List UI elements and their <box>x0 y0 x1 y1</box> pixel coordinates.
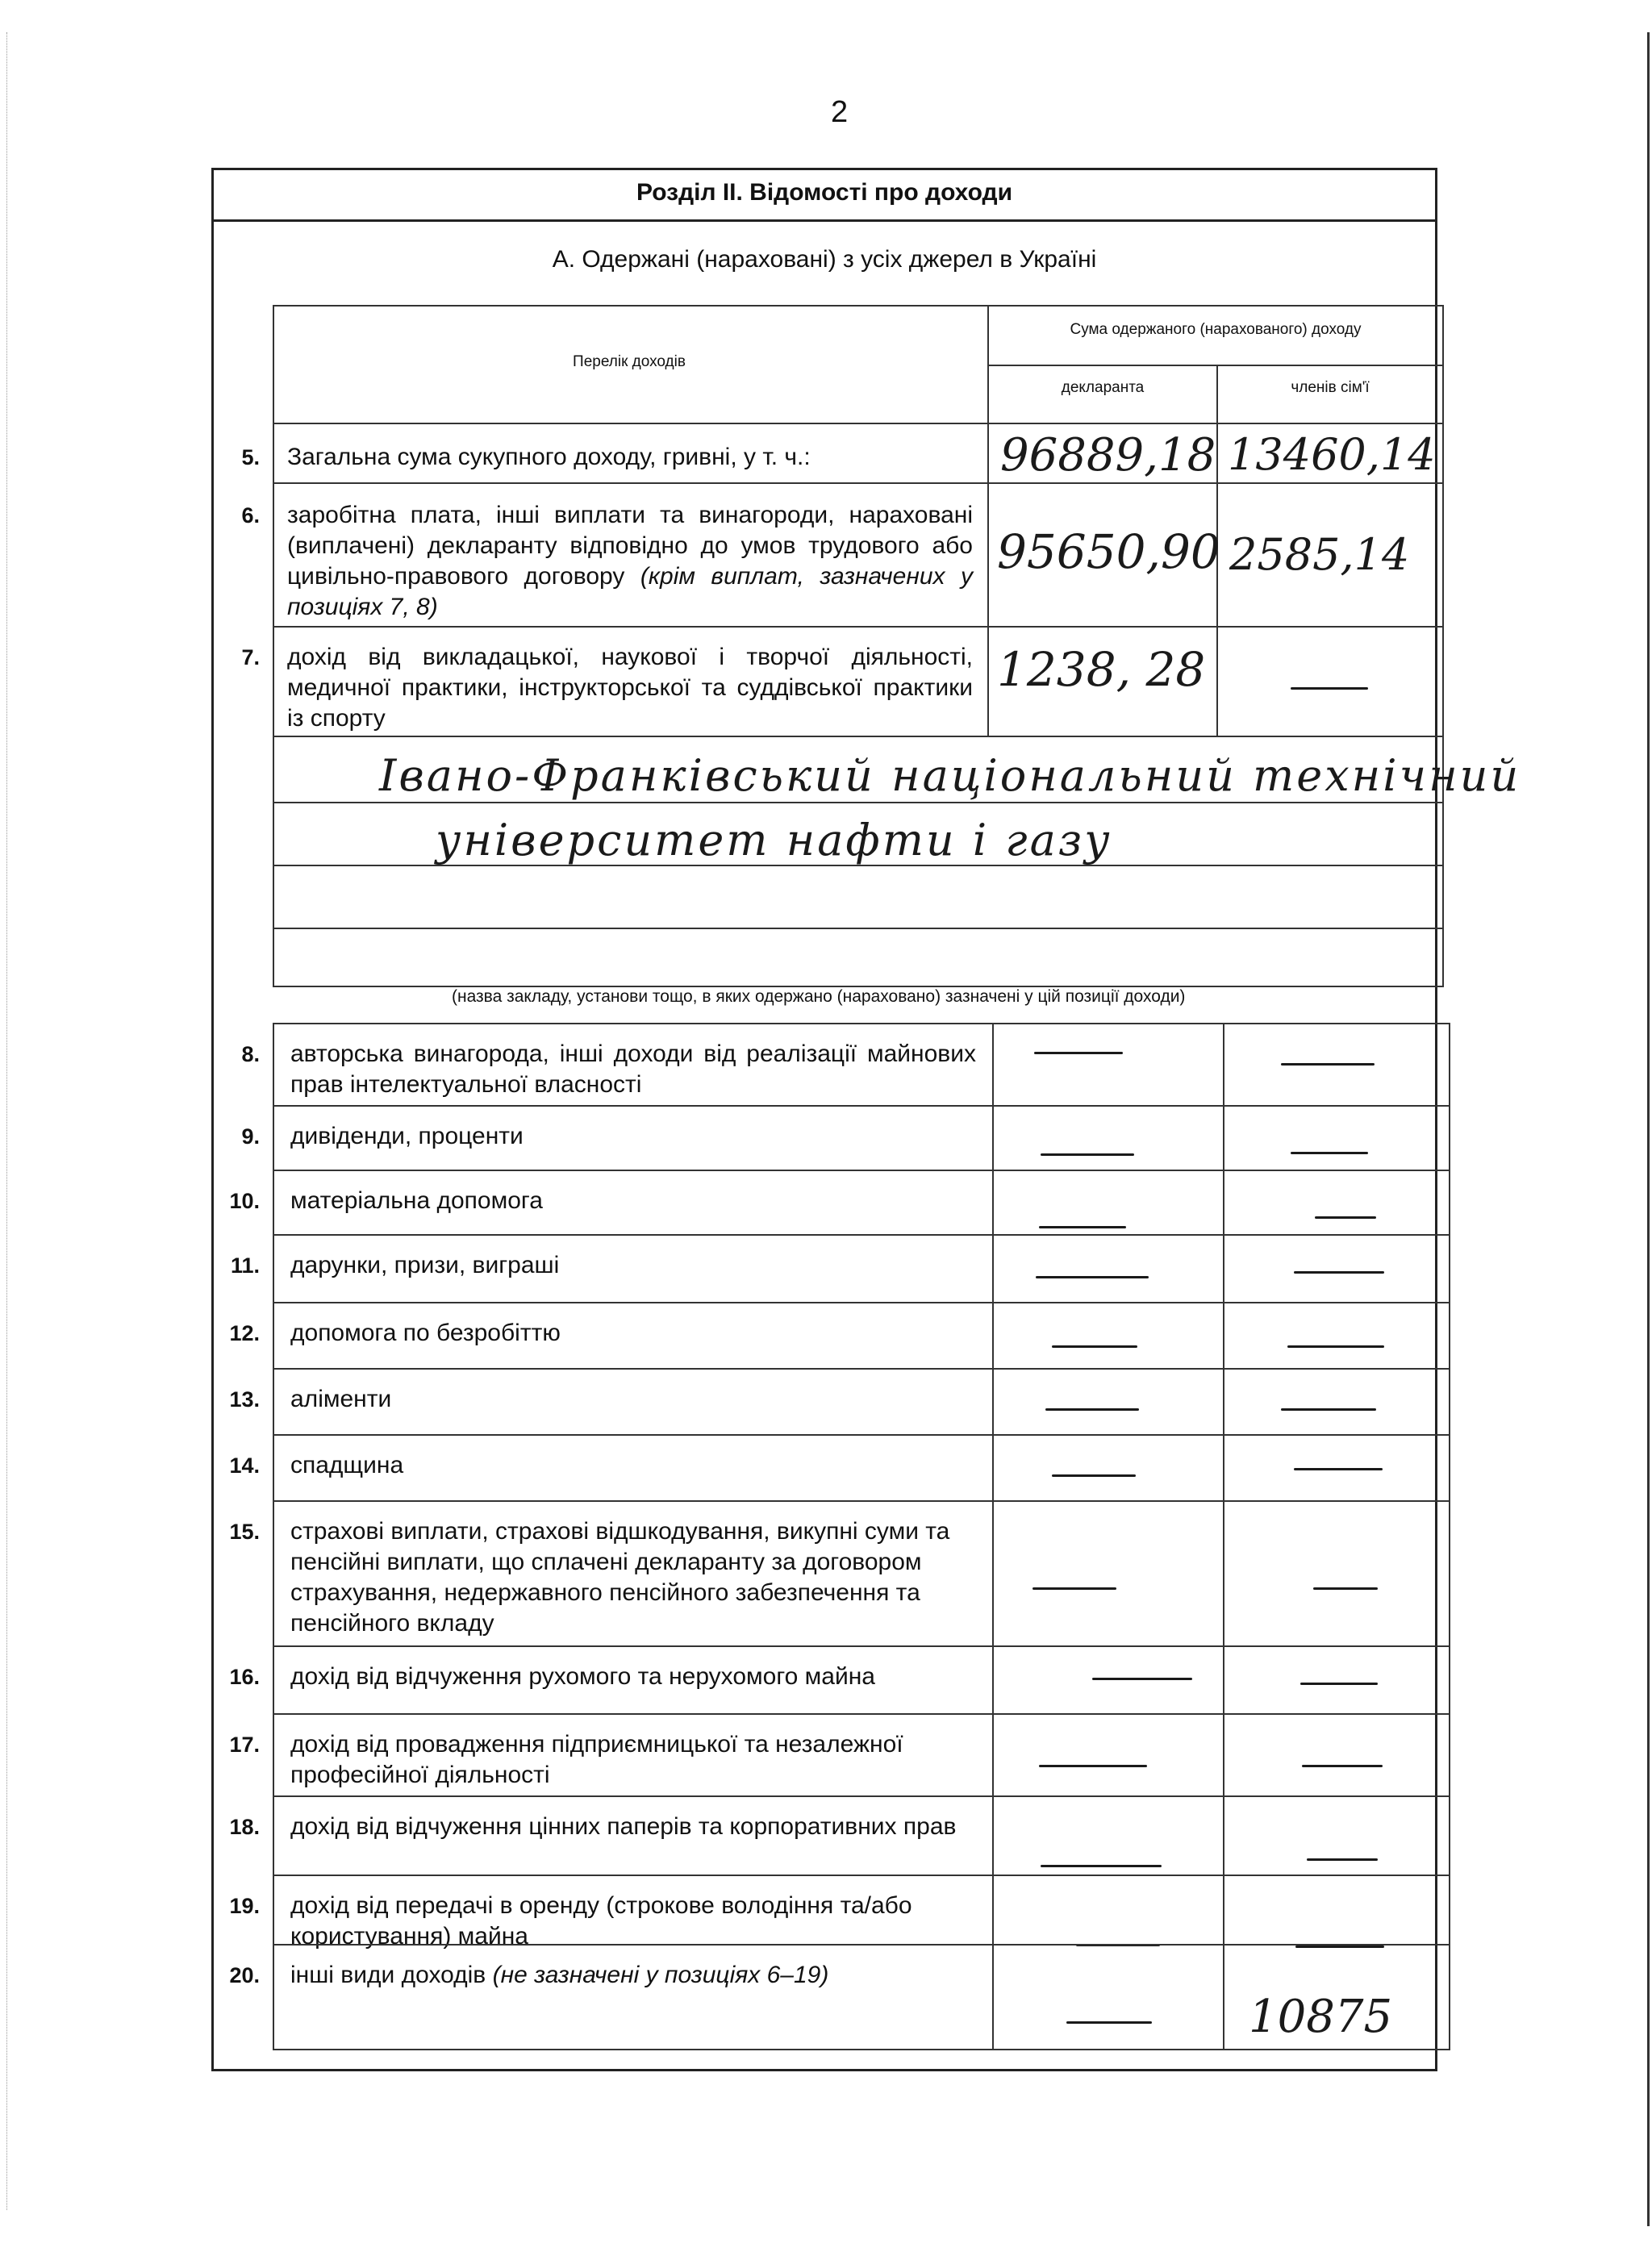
row-number: 16. <box>229 1665 260 1689</box>
empty-dash <box>1034 1052 1123 1054</box>
empty-dash <box>1300 1683 1378 1685</box>
row-number: 17. <box>229 1733 260 1757</box>
row-rule <box>273 1302 1450 1303</box>
row-label: спадщина <box>290 1452 404 1478</box>
empty-dash <box>1092 1678 1192 1680</box>
row-label: дарунки, призи, виграші <box>290 1252 560 1278</box>
handwritten-family-salary: 2585,14 <box>1229 529 1410 580</box>
row-number: 15. <box>229 1520 260 1544</box>
row-label: інші види доходів (не зазначені у позиціях 6–19) <box>290 1962 829 1988</box>
handwritten-family-total: 13460,14 <box>1228 429 1436 480</box>
empty-dash <box>1302 1765 1383 1767</box>
institution-rule <box>273 928 1444 929</box>
row-label: авторська винагорода, інші доходи від реалізації майнових прав інтелектуальної власності <box>290 1041 976 1098</box>
row-rule <box>273 1875 1450 1876</box>
row-rule <box>273 1944 1450 1945</box>
empty-dash <box>1315 1216 1376 1219</box>
row-label: аліменти <box>290 1386 392 1412</box>
empty-dash <box>1041 1865 1162 1867</box>
empty-dash <box>1066 2021 1152 2024</box>
row-label: дохід від передачі в оренду (строкове володіння та/або користування) майна <box>290 1892 912 1950</box>
subsection-title: А. Одержані (нараховані) з усіх джерел в Україні <box>552 246 1097 273</box>
page-number: 2 <box>831 95 849 129</box>
empty-dash <box>1307 1858 1378 1861</box>
row-rule <box>273 1795 1450 1797</box>
empty-dash <box>1281 1063 1375 1066</box>
column-header-declarant: декларанта <box>1061 379 1145 396</box>
row-number: 14. <box>229 1453 260 1478</box>
row-number: 20. <box>229 1963 260 1987</box>
handwritten-declarant-salary: 95650,90 <box>997 524 1220 579</box>
lower-col-divider-1 <box>992 1023 994 2050</box>
handwritten-family-other-income: 10875 <box>1249 1991 1393 2043</box>
handwritten-institution-line-2: університет нафти і газу <box>436 815 1112 865</box>
scan-edge-right <box>1647 32 1650 2226</box>
row-number: 12. <box>229 1321 260 1345</box>
column-header-income-list: Перелік доходів <box>573 353 686 370</box>
row-label: дохід від викладацької, наукової і творчої діяльності, медичної практики, інструкторської та суддівської практики із спорту <box>287 644 973 732</box>
row-number: 5. <box>241 445 260 469</box>
handwritten-institution-line-1: Івано-Франківський національний технічний <box>379 750 1521 801</box>
empty-dash <box>1041 1153 1134 1156</box>
column-header-income-sum: Сума одержаного (нарахованого) доходу <box>1070 321 1362 338</box>
empty-dash <box>1291 1152 1368 1154</box>
row-label: Загальна сума сукупного доходу, гривні, у т. ч.: <box>287 444 811 470</box>
row-rule <box>273 1434 1450 1436</box>
institution-rule <box>273 802 1444 803</box>
row-rule <box>273 1713 1450 1715</box>
empty-dash <box>1032 1587 1116 1590</box>
row-rule <box>273 1500 1450 1502</box>
row-label: заробітна плата, інші виплати та винагороди, нараховані (виплачені) декларанту відповідно до умов трудового або цивільно-правового договору (крім виплат, зазначених у позиціях 7, 8) <box>287 502 974 620</box>
empty-dash <box>1052 1474 1136 1477</box>
empty-dash <box>1295 1945 1384 1948</box>
handwritten-declarant-total: 96889,18 <box>1000 429 1216 482</box>
empty-dash <box>1045 1408 1139 1411</box>
row-rule <box>273 626 1444 628</box>
row-number: 9. <box>241 1124 260 1149</box>
column-header-family: членів сім'ї <box>1291 379 1370 396</box>
row-label: дохід від провадження підприємницької та незалежної професійної діяльності <box>290 1731 903 1788</box>
scan-edge-left <box>6 32 7 2210</box>
row-number: 6. <box>241 503 260 528</box>
empty-dash <box>1039 1765 1147 1767</box>
section-title-rule <box>211 219 1437 222</box>
row-number: 11. <box>230 1253 260 1278</box>
empty-dash <box>1039 1226 1126 1228</box>
row-label: страхові виплати, страхові відшкодування, викупні суми та пенсійні виплати, що сплачені декларанту за договором страхування, недержавного пенсійного забезпечення та пенсійного вкладу <box>290 1518 950 1637</box>
section-title: Розділ II. Відомості про доходи <box>636 179 1013 206</box>
upper-col-divider-1 <box>987 424 989 737</box>
row-number: 18. <box>229 1815 260 1839</box>
row-number: 8. <box>241 1042 260 1066</box>
row-number: 10. <box>229 1189 260 1213</box>
row-label: допомога по безробіттю <box>290 1320 561 1346</box>
row-rule <box>273 1368 1450 1370</box>
row-label: дохід від відчуження рухомого та нерухомого майна <box>290 1663 875 1690</box>
empty-dash <box>1036 1276 1149 1278</box>
empty-dash <box>1052 1345 1137 1348</box>
row-label: дивіденди, проценти <box>290 1123 524 1149</box>
row-rule <box>273 482 1444 484</box>
row-number: 13. <box>229 1387 260 1412</box>
row-label: дохід від відчуження цінних паперів та корпоративних прав <box>290 1813 957 1840</box>
row-number: 7. <box>241 645 260 669</box>
row-number: 19. <box>229 1894 260 1918</box>
handwritten-declarant-teaching: 1238, 28 <box>997 642 1206 697</box>
row-label: матеріальна допомога <box>290 1187 543 1214</box>
empty-dash <box>1294 1271 1384 1274</box>
empty-dash <box>1313 1587 1378 1590</box>
empty-dash <box>1281 1408 1376 1411</box>
header-subdivider <box>987 365 1444 366</box>
lower-col-divider-2 <box>1223 1023 1224 2050</box>
row-rule <box>273 1645 1450 1647</box>
upper-col-divider-2 <box>1216 424 1218 737</box>
institution-caption: (назва закладу, установи тощо, в яких одержано (нараховано) зазначені у цій позиції доходи) <box>452 987 1186 1006</box>
row-rule <box>273 1170 1450 1171</box>
empty-dash <box>1294 1468 1383 1470</box>
empty-dash <box>1291 687 1368 690</box>
row-rule <box>273 1234 1450 1236</box>
row-rule <box>273 1105 1450 1107</box>
empty-dash <box>1287 1345 1384 1348</box>
